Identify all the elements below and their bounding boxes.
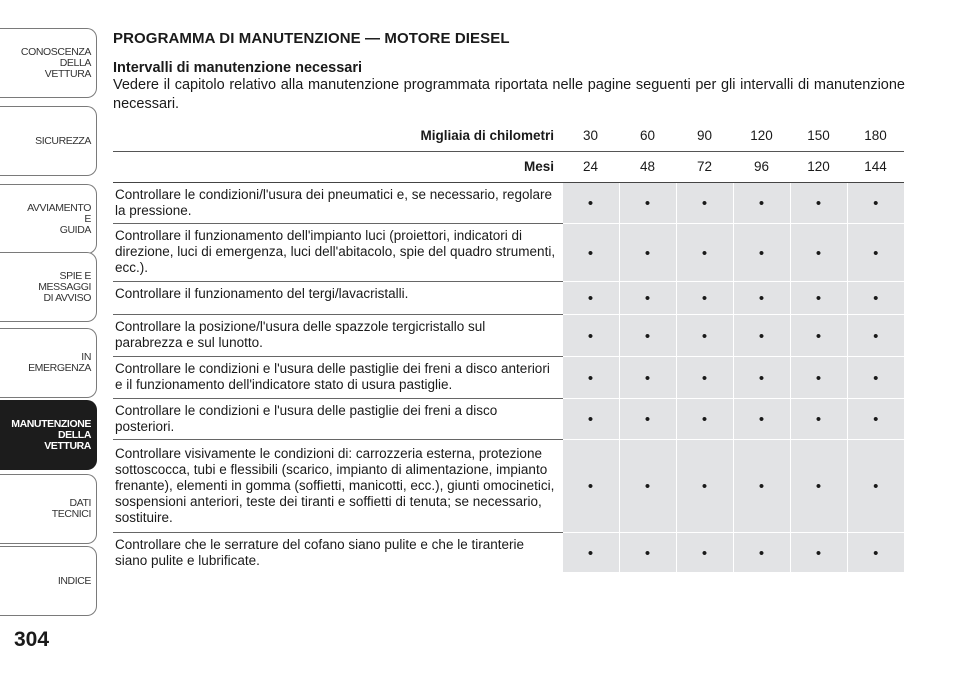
interval-mark bbox=[676, 356, 733, 398]
interval-mark bbox=[619, 314, 676, 356]
interval-mark bbox=[847, 281, 904, 314]
interval-mark bbox=[790, 314, 847, 356]
tab-dati-tecnici[interactable] bbox=[0, 474, 97, 544]
bullet: • bbox=[644, 369, 651, 387]
tab-label: IN EMERGENZA bbox=[28, 351, 91, 374]
interval-mark bbox=[676, 314, 733, 356]
bullet: • bbox=[758, 544, 765, 562]
table-row bbox=[113, 532, 904, 573]
tab-label: DATI TECNICI bbox=[51, 497, 91, 520]
header-row-km bbox=[113, 120, 904, 151]
bullet: • bbox=[644, 195, 651, 212]
bullet: • bbox=[758, 327, 765, 345]
table-row bbox=[113, 182, 904, 223]
maintenance-schedule-table bbox=[113, 120, 904, 573]
km-value: 30 bbox=[562, 120, 619, 151]
table-row bbox=[113, 223, 904, 281]
tab-label: SPIE E MESSAGGI DI AVVISO bbox=[38, 269, 91, 304]
bullet: • bbox=[873, 544, 879, 562]
interval-mark bbox=[733, 439, 790, 532]
bullet: • bbox=[701, 290, 708, 307]
intro-paragraph: Vedere il capitolo relativo alla manutenzione programmata riportata nelle pagine seguenti per gli intervalli di manutenzione necessari. bbox=[113, 77, 905, 112]
bullet: • bbox=[873, 244, 879, 262]
interval-mark bbox=[733, 223, 790, 281]
interval-mark bbox=[790, 398, 847, 439]
bullet: • bbox=[815, 327, 822, 345]
tab-in-emergenza[interactable] bbox=[0, 328, 97, 398]
km-value: 120 bbox=[733, 120, 790, 151]
interval-mark bbox=[847, 532, 904, 573]
bullet: • bbox=[587, 411, 594, 428]
bullet: • bbox=[758, 244, 765, 262]
interval-mark bbox=[790, 281, 847, 314]
bullet: • bbox=[873, 290, 879, 307]
bullet: • bbox=[815, 478, 822, 495]
months-value: 144 bbox=[847, 151, 904, 182]
interval-mark bbox=[847, 398, 904, 439]
bullet: • bbox=[587, 195, 594, 212]
km-value: 90 bbox=[676, 120, 733, 151]
interval-mark bbox=[619, 182, 676, 223]
bullet: • bbox=[587, 290, 594, 307]
table-row bbox=[113, 281, 904, 314]
months-header-label: Mesi bbox=[113, 151, 562, 182]
bullet: • bbox=[701, 411, 708, 428]
bullet: • bbox=[873, 327, 879, 345]
bullet: • bbox=[587, 244, 594, 262]
task-description: Controllare il funzionamento dell'impianto luci (proiettori, indicatori di direzione, luci di emergenza, luci dell'abitacolo, spie del quadro strumenti, ecc.). bbox=[113, 223, 562, 281]
interval-mark bbox=[562, 223, 619, 281]
table-row bbox=[113, 356, 904, 398]
interval-mark bbox=[562, 356, 619, 398]
bullet: • bbox=[701, 544, 708, 562]
bullet: • bbox=[701, 327, 708, 345]
bullet: • bbox=[873, 195, 879, 212]
tab-avviamento-e-guida[interactable] bbox=[0, 184, 97, 254]
interval-mark bbox=[676, 223, 733, 281]
interval-mark bbox=[619, 398, 676, 439]
interval-mark bbox=[733, 314, 790, 356]
bullet: • bbox=[644, 478, 651, 495]
bullet: • bbox=[815, 369, 822, 387]
bullet: • bbox=[587, 544, 594, 562]
interval-mark bbox=[562, 182, 619, 223]
tab-indice[interactable] bbox=[0, 546, 97, 616]
header-row-months bbox=[113, 151, 904, 182]
task-description: Controllare il funzionamento del tergi/lavacristalli. bbox=[113, 281, 562, 314]
bullet: • bbox=[873, 478, 879, 495]
bullet: • bbox=[587, 327, 594, 345]
interval-mark bbox=[733, 532, 790, 573]
months-value: 120 bbox=[790, 151, 847, 182]
tab-sicurezza[interactable] bbox=[0, 106, 97, 176]
interval-mark bbox=[562, 532, 619, 573]
bullet: • bbox=[644, 290, 651, 307]
km-value: 60 bbox=[619, 120, 676, 151]
interval-mark bbox=[676, 281, 733, 314]
months-value: 96 bbox=[733, 151, 790, 182]
bullet: • bbox=[701, 244, 708, 262]
interval-mark bbox=[562, 314, 619, 356]
interval-mark bbox=[790, 356, 847, 398]
interval-mark bbox=[676, 182, 733, 223]
bullet: • bbox=[758, 478, 765, 495]
bullet: • bbox=[758, 369, 765, 387]
interval-mark bbox=[619, 356, 676, 398]
km-value: 180 bbox=[847, 120, 904, 151]
bullet: • bbox=[815, 411, 822, 428]
bullet: • bbox=[644, 327, 651, 345]
tab-label: INDICE bbox=[57, 574, 91, 587]
bullet: • bbox=[587, 369, 594, 387]
interval-mark bbox=[790, 532, 847, 573]
interval-mark bbox=[676, 532, 733, 573]
interval-mark bbox=[562, 398, 619, 439]
interval-mark bbox=[847, 223, 904, 281]
task-description: Controllare visivamente le condizioni di: carrozzeria esterna, protezione sottoscocca, tubi e flessibili (scarico, impianto di alimentazione, impianto frenante), elementi in gomma (soffietti, manicotti, ecc.), giunti omocinetici, sospensioni anteriori, teste dei tiranti e soffietti di tenuta; se necessario, sostituire. bbox=[113, 439, 562, 532]
tab-label: SICUREZZA bbox=[35, 134, 91, 147]
bullet: • bbox=[587, 478, 594, 495]
interval-mark bbox=[733, 398, 790, 439]
bullet: • bbox=[701, 369, 708, 387]
months-value: 48 bbox=[619, 151, 676, 182]
task-description: Controllare la posizione/l'usura delle spazzole tergicristallo sul parabrezza e sul lunotto. bbox=[113, 314, 562, 356]
interval-mark bbox=[619, 281, 676, 314]
tab-label: MANUTENZIONE DELLA VETTURA bbox=[11, 417, 91, 452]
section-subtitle: Intervalli di manutenzione necessari bbox=[113, 60, 362, 76]
page-title: PROGRAMMA DI MANUTENZIONE — MOTORE DIESEL bbox=[113, 30, 510, 47]
interval-mark bbox=[619, 223, 676, 281]
page-number: 304 bbox=[14, 628, 50, 651]
interval-mark bbox=[847, 182, 904, 223]
interval-mark bbox=[676, 398, 733, 439]
interval-mark bbox=[619, 532, 676, 573]
tab-conoscenza-della-vettura[interactable] bbox=[0, 28, 97, 98]
bullet: • bbox=[758, 411, 765, 428]
interval-mark bbox=[676, 439, 733, 532]
interval-mark bbox=[733, 182, 790, 223]
bullet: • bbox=[644, 244, 651, 262]
months-value: 24 bbox=[562, 151, 619, 182]
bullet: • bbox=[873, 411, 879, 428]
bullet: • bbox=[815, 290, 822, 307]
km-header-label: Migliaia di chilometri bbox=[113, 120, 562, 151]
interval-mark bbox=[619, 439, 676, 532]
bullet: • bbox=[758, 290, 765, 307]
interval-mark bbox=[847, 314, 904, 356]
km-value: 150 bbox=[790, 120, 847, 151]
task-description: Controllare le condizioni/l'usura dei pneumatici e, se necessario, regolare la pressione. bbox=[113, 182, 562, 223]
bullet: • bbox=[815, 195, 822, 212]
bullet: • bbox=[701, 195, 708, 212]
interval-mark bbox=[790, 439, 847, 532]
bullet: • bbox=[644, 411, 651, 428]
task-description: Controllare le condizioni e l'usura delle pastiglie dei freni a disco anteriori e il funzionamento dell'indicatore stato di usura pastiglie. bbox=[113, 356, 562, 398]
interval-mark bbox=[847, 439, 904, 532]
tab-spie-e-messaggi[interactable] bbox=[0, 252, 97, 322]
interval-mark bbox=[733, 281, 790, 314]
table-row bbox=[113, 398, 904, 439]
table-row bbox=[113, 439, 904, 532]
interval-mark bbox=[733, 356, 790, 398]
months-value: 72 bbox=[676, 151, 733, 182]
interval-mark bbox=[790, 182, 847, 223]
document-body bbox=[113, 30, 905, 114]
task-description: Controllare che le serrature del cofano siano pulite e che le tiranterie siano pulite e lubrificate. bbox=[115, 536, 524, 568]
bullet: • bbox=[701, 478, 708, 495]
tab-label: AVVIAMENTO E GUIDA bbox=[27, 201, 91, 236]
bullet: • bbox=[815, 544, 822, 562]
interval-mark bbox=[790, 223, 847, 281]
table-row bbox=[113, 314, 904, 356]
bullet: • bbox=[644, 544, 651, 562]
bullet: • bbox=[873, 369, 879, 387]
bullet: • bbox=[758, 195, 765, 212]
bullet: • bbox=[815, 244, 822, 262]
interval-mark bbox=[562, 281, 619, 314]
interval-mark bbox=[562, 439, 619, 532]
tab-label: CONOSCENZA DELLA VETTURA bbox=[20, 45, 91, 80]
interval-mark bbox=[847, 356, 904, 398]
tab-manutenzione-della-vettura[interactable] bbox=[0, 400, 97, 470]
task-description: Controllare le condizioni e l'usura delle pastiglie dei freni a disco posteriori. bbox=[113, 398, 562, 439]
